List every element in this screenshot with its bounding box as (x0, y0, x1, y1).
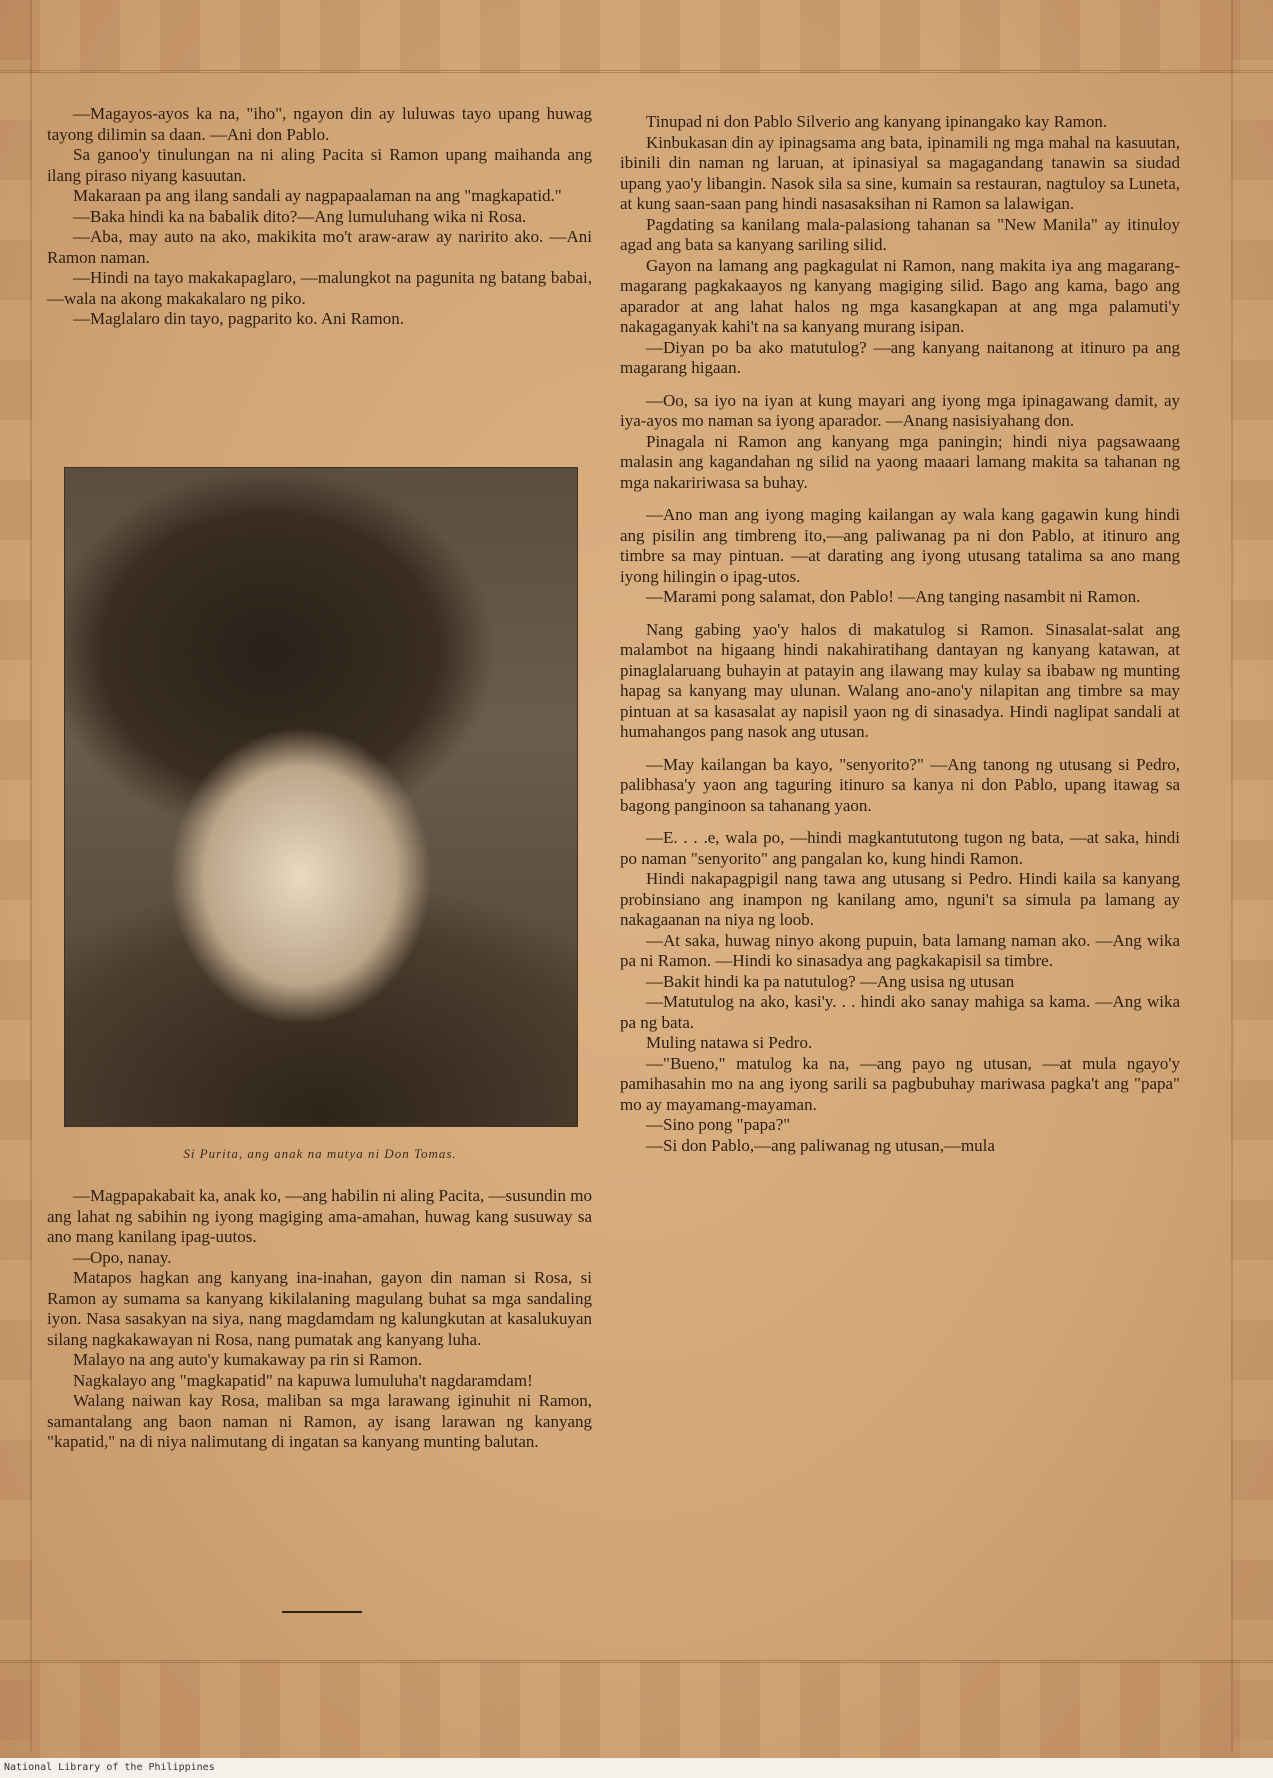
paragraph: Hindi nakapagpigil nang tawa ang utusang si Pedro. Hindi kaila sa kanyang probinsiano ang inampon ng kanilang amo, nguni't sa simula pa lamang ay nakagaanan na niya ng loob. (620, 869, 1180, 929)
paragraph: —E. . . .e, wala po, —hindi magkantututong tugon ng bata, —at saka, hindi po naman "senyorito" ang pangalan ko, kung hindi Ramon. (620, 828, 1180, 868)
paragraph: Nang gabing yao'y halos di makatulog si Ramon. Sinasalat-salat ang malambot na higaang hindi nakahiratihang dantayan ng kanyang katawan, at pinaglalaruang buhayin at patayin ang ilawang may kulay sa ibabaw ng munting hapag sa kanyang may ulunan. Walang ano-ano'y nilapitan ang timbre sa may pintuan at sa kasasalat ay napisil yaon ng di sinasadya. Hindi naglipat sandali at humahangos pang nasok ang utusan. (620, 619, 1180, 741)
left-column-bottom (47, 1186, 592, 1453)
paragraph: —Diyan po ba ako matutulog? —ang kanyang naitanong at itinuro pa ang magarang higaan. (620, 337, 1180, 377)
paragraph: —Ano man ang iyong maging kailangan ay wala kang gagawin kung hindi ang pisilin ang timbreng ito,—ang paliwanag pa ni don Pablo, at itinuro ang timbre sa may pintuan. —at darating ang iyong utusang tatalima sa ano mang iyong hilingin o ipag-utos. (620, 505, 1180, 586)
ornamental-border-bottom (0, 1660, 1273, 1758)
ornamental-border-top (0, 0, 1273, 73)
paragraph: —Marami pong salamat, don Pablo! —Ang tanging nasambit ni Ramon. (646, 587, 1141, 606)
paragraph: —Bakit hindi ka pa natutulog? —Ang usisa ng utusan (646, 971, 1015, 991)
ornamental-border-right (1231, 0, 1273, 1753)
paragraph: Nagkalayo ang "magkapatid" na kapuwa lumuluha't nagdaramdam! (73, 1370, 533, 1390)
paragraph: —"Bueno," matulog ka na, —ang payo ng utusan, —at mula ngayo'y pamihasahin mo na ang iyong sarili sa pagbubuhay mariwasa pagka't ang "papa" mo ay mayamang-mayaman. (620, 1053, 1180, 1114)
ornamental-border-left (0, 0, 32, 1753)
paragraph: Matapos hagkan ang kanyang ina-inahan, gayon din naman si Rosa, si Ramon ay sumama sa kanyang kikilalaning magulang buhat sa mga sandaling iyon. Nasa sasakyan na siya, nang magdamdam ng kalungkutan at kasalukuyan silang nagkakawayan ni Rosa, nang pumatak ang kanyang luha. (47, 1268, 592, 1349)
paragraph: Walang naiwan kay Rosa, maliban sa mga larawang iginuhit ni Ramon, samantalang ang baon naman ni Ramon, ay isang larawan ng kanyang "kapatid," na di niya nalimutang di ingatan sa kanyang munting balutan. (47, 1391, 592, 1451)
paragraph: —Sino pong "papa?" (646, 1115, 791, 1134)
paragraph: —Aba, may auto na ako, makikita mo't araw-araw ay naririto ako. —Ani Ramon naman. (47, 227, 592, 267)
paragraph: Muling natawa si Pedro. (646, 1033, 813, 1052)
paragraph: —Magayos-ayos ka na, "iho", ngayon din ay luluwas tayo upang huwag tayong dilimin sa daan. —Ani don Pablo. (47, 104, 592, 144)
paragraph: —Baka hindi ka na babalik dito?—Ang lumuluhang wika ni Rosa. (73, 206, 527, 226)
photo-caption: Si Purita, ang anak na mutya ni Don Tomas. (183, 1146, 457, 1161)
paragraph: —Si don Pablo,—ang paliwanag ng utusan,—mula (646, 1135, 995, 1155)
paragraph: Tinupad ni don Pablo Silverio ang kanyang ipinangako kay Ramon. (646, 112, 1108, 131)
paragraph: —Opo, nanay. (73, 1247, 172, 1267)
paragraph: Pinagala ni Ramon ang kanyang mga paningin; hindi niya pagsawaang malasin ang kagandahan ng silid na yaong maaari lamang makita sa tahanan ng mga nakaririwasa sa buhay. (620, 431, 1180, 492)
paragraph: Pagdating sa kanilang mala-palasiong tahanan sa "New Manila" ay itinuloy agad ang bata sa kanyang sariling silid. (620, 214, 1180, 254)
paragraph: Sa ganoo'y tinulungan na ni aling Pacita si Ramon upang maihanda ang ilang piraso niyang kasuutan. (47, 145, 592, 185)
paragraph: —At saka, huwag ninyo akong pupuin, bata lamang naman ako. —Ang wika pa ni Ramon. —Hindi ko sinasadya ang pagkakapisil sa timbre. (620, 930, 1180, 970)
end-rule (282, 1611, 362, 1613)
paragraph: Malayo na ang auto'y kumakaway pa rin si Ramon. (73, 1350, 423, 1369)
right-column (620, 112, 1180, 1156)
paragraph: —Matutulog na ako, kasi'y. . . hindi ako sanay mahiga sa kama. —Ang wika pa ng bata. (620, 992, 1180, 1032)
left-column-top (47, 104, 592, 330)
paragraph: —Maglalaro din tayo, pagparito ko. Ani Ramon. (73, 309, 404, 328)
library-footer: National Library of the Philippines (0, 1758, 1273, 1778)
paragraph: —Magpapakabait ka, anak ko, —ang habilin ni aling Pacita, —susundin mo ang lahat ng sabihin ng iyong magiging ama-amahan, huwag kang susuway sa ano mang kanilang ipag-uutos. (47, 1186, 592, 1246)
paragraph: —Hindi na tayo makakapaglaro, —malungkot na pagunita ng batang babai, —wala na akong makakalaro ng piko. (47, 268, 592, 308)
paragraph: —May kailangan ba kayo, "senyorito?" —Ang tanong ng utusang si Pedro, palibhasa'y yaon ang taguring itinuro sa kanya ni don Pablo, upang itawag sa bagong panginoon sa tahanang yaon. (620, 754, 1180, 815)
portrait-photo (64, 467, 578, 1127)
paragraph: —Oo, sa iyo na iyan at kung mayari ang iyong mga ipinagawang damit, ay iya-ayos mo naman sa iyong aparador. —Anang nasisiyahang don. (620, 390, 1180, 430)
paragraph: Kinbukasan din ay ipinagsama ang bata, ipinamili ng mga mahal na kasuutan, ibinili din naman ng laruan, at ipinasiyal sa magagandang tanawin sa siudad upang yao'y libangin. Nasok sila sa sine, kumain sa restauran, nagtuloy sa Luneta, at kung saan-saan pang hindi nasasaksihan ni Ramon sa lalawigan. (620, 132, 1180, 213)
paragraph: Gayon na lamang ang pagkagulat ni Ramon, nang makita iya ang magarang-magarang pagkakaayos ng kanyang magiging silid. Bago ang kama, bago ang aparador at ang lahat halos ng mga kasangkapan at ang mga palamuti'y nakagaganyak kahi't na sa kanyang murang isipan. (620, 255, 1180, 336)
paragraph: Makaraan pa ang ilang sandali ay nagpapaalaman na ang "magkapatid." (73, 186, 562, 205)
